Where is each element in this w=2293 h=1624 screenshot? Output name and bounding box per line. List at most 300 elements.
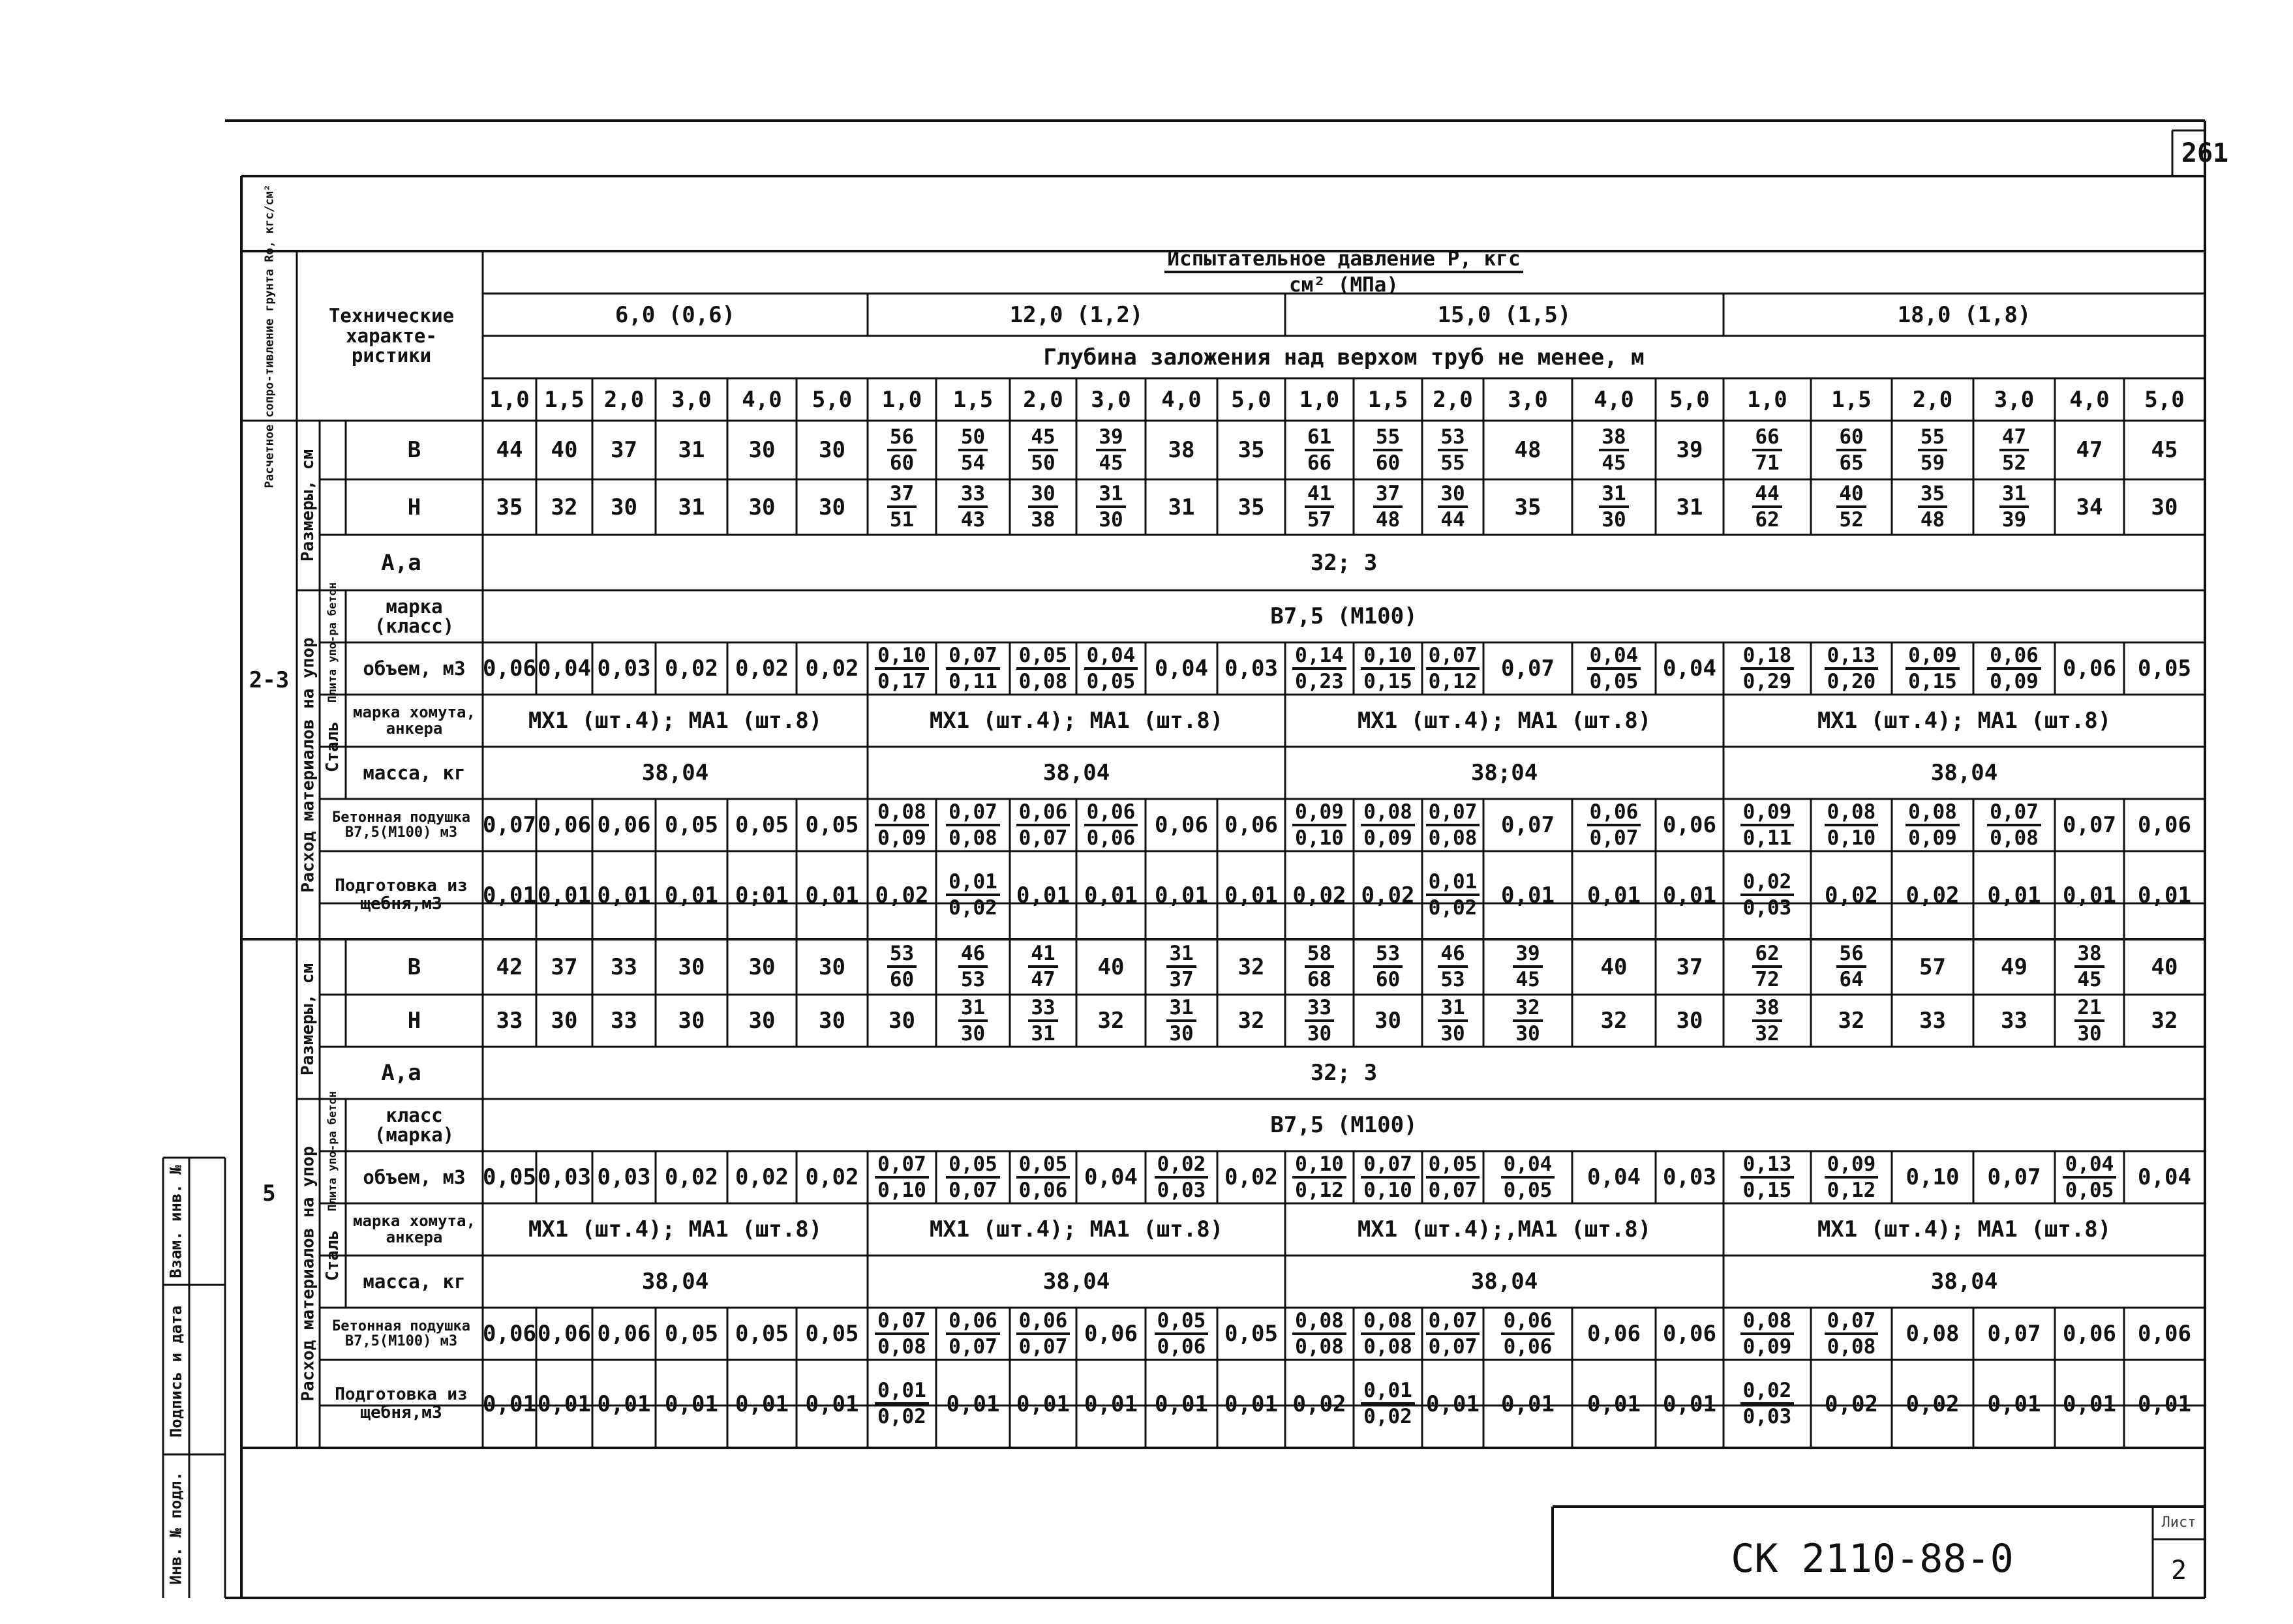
- value-cell-B: 57: [1919, 954, 1946, 980]
- value-cell-podgotovka: 0,01: [1016, 1391, 1070, 1417]
- vertical-label-text: Расчетное сопро-тивление грунта Rо, кгс/см²: [262, 184, 276, 488]
- vertical-label-text: Расход материалов на упор: [298, 1145, 318, 1402]
- fraction-numerator: 38: [1752, 998, 1782, 1022]
- value-cell-obem: 0,05: [483, 1164, 536, 1190]
- value-cell-B: 33: [611, 954, 637, 980]
- value-cell-H: 33: [1919, 1008, 1946, 1034]
- fraction-denominator: 0,15: [1742, 1178, 1792, 1202]
- value-cell-H: 32: [1600, 1008, 1628, 1034]
- value-cell-obem: 0,04: [1663, 655, 1716, 682]
- fraction-numerator: 0,01: [875, 1381, 929, 1405]
- value-cell-podgotovka: 0,01: [1663, 1391, 1716, 1417]
- fraction-numerator: 60: [1836, 427, 1866, 451]
- vertical-label-text: Размеры, см: [298, 449, 318, 562]
- value-cell-podgotovka: 0,01: [1155, 1391, 1208, 1417]
- value-cell-obem: 0,02: [1224, 1164, 1278, 1190]
- fraction-numerator: 31: [1599, 484, 1628, 508]
- fraction-numerator: 0,08: [1825, 802, 1879, 826]
- fraction-numerator: 31: [958, 998, 988, 1022]
- fraction-denominator: 0,09: [1363, 826, 1412, 850]
- value-cell-obem: 0,03: [1224, 655, 1278, 682]
- value-cell-obem: 0,02: [805, 1164, 859, 1190]
- fraction-numerator: 31: [1166, 944, 1196, 968]
- value-cell-H: 32: [2151, 1008, 2178, 1034]
- fraction-denominator: 0,05: [1086, 669, 1136, 693]
- fraction-denominator: 0,06: [1018, 1178, 1068, 1202]
- value-cell-podushka: 0,06: [483, 1321, 536, 1347]
- row-label-aa: А,а: [381, 1060, 421, 1086]
- fraction-numerator: 40: [1836, 484, 1866, 508]
- value-cell-podushka: 0,07: [1987, 1321, 2041, 1347]
- fraction-numerator: 0,01: [1426, 872, 1480, 896]
- value-cell-podgotovka: 0,01: [1663, 882, 1716, 909]
- value-cell-B: 30: [678, 954, 705, 980]
- fraction-numerator: 45: [1028, 427, 1057, 451]
- value-cell-H: 33: [2001, 1008, 2027, 1034]
- side-stamp-replaced: Взам. инв. №: [167, 1164, 186, 1278]
- fraction-numerator: 58: [1305, 944, 1334, 968]
- fraction-numerator: 0,10: [1292, 1154, 1346, 1179]
- value-cell-H: 34: [2076, 494, 2103, 520]
- fraction-numerator: 39: [1513, 944, 1542, 968]
- value-cell-obem: 0,04: [538, 655, 591, 682]
- value-cell-H: 35: [1514, 494, 1541, 520]
- value-cell-B: 40: [2151, 954, 2178, 980]
- fraction-denominator: 0,06: [1503, 1334, 1553, 1359]
- fraction-denominator: 0,03: [1742, 1405, 1792, 1428]
- fraction-denominator: 0,10: [1827, 826, 1876, 850]
- header-depth-value: 2,0: [1912, 386, 1953, 413]
- fraction-denominator: 59: [1920, 451, 1945, 475]
- fraction-numerator: 0,14: [1292, 646, 1346, 670]
- fraction-numerator: 56: [887, 427, 917, 451]
- fraction-numerator: 41: [1305, 484, 1334, 508]
- value-cell-podushka: 0,05: [805, 812, 859, 838]
- fraction-numerator: 0,02: [1155, 1154, 1209, 1179]
- fraction-denominator: 48: [1920, 508, 1945, 532]
- value-cell-obem: 0,03: [597, 655, 651, 682]
- header-depth-value: 1,0: [489, 386, 530, 413]
- fraction-numerator: 0,07: [1361, 1154, 1415, 1179]
- fraction-denominator: 0,09: [1742, 1334, 1792, 1359]
- value-aa-merged: 32; 3: [1310, 1060, 1378, 1086]
- header-depth-value: 2,0: [603, 386, 645, 413]
- row-label-volume: объем, м3: [363, 1165, 466, 1188]
- value-cell-podushka: 0,05: [665, 812, 718, 838]
- value-cell-obem: 0,10: [1906, 1164, 1960, 1190]
- fraction-denominator: 0,12: [1295, 1178, 1344, 1202]
- fraction-denominator: 50: [1031, 451, 1055, 475]
- fraction-numerator: 0,07: [946, 646, 1000, 670]
- fraction-denominator: 0,08: [949, 826, 997, 850]
- value-cell-podgotovka: 0,02: [1825, 1391, 1878, 1417]
- value-steel-mark: МХ1 (шт.4); МА1 (шт.8): [1357, 708, 1652, 734]
- fraction-numerator: 0,06: [1016, 1311, 1071, 1335]
- header-pressure-group: 18,0 (1,8): [1897, 301, 2031, 328]
- value-cell-H: 30: [1374, 1008, 1401, 1034]
- row-label-steel-mark: марка хомута, анкера: [353, 1211, 476, 1246]
- fraction-numerator: 21: [2074, 998, 2104, 1022]
- fraction-denominator: 38: [1031, 508, 1055, 532]
- fraction-denominator: 54: [960, 451, 986, 475]
- fraction-numerator: 38: [1599, 427, 1628, 451]
- fraction-numerator: 0,07: [1987, 802, 2041, 826]
- value-cell-podgotovka: 0,01: [1987, 1391, 2041, 1417]
- value-cell-obem: 0,02: [735, 1164, 789, 1190]
- value-cell-B: 47: [2076, 437, 2103, 463]
- fraction-denominator: 52: [1839, 508, 1864, 532]
- page-number: 261: [2181, 138, 2229, 168]
- value-cell-podgotovka: 0,01: [1501, 882, 1555, 909]
- value-cell-podgotovka: 0,02: [1825, 882, 1878, 909]
- value-cell-podgotovka: 0,01: [1587, 1391, 1641, 1417]
- value-cell-podushka: 0,06: [1084, 1321, 1138, 1347]
- fraction-denominator: 0,08: [877, 1334, 926, 1359]
- header-pressure-group: 15,0 (1,5): [1437, 301, 1572, 328]
- fraction-numerator: 53: [1438, 427, 1467, 451]
- value-cell-podushka: 0,06: [1663, 812, 1716, 838]
- fraction-denominator: 0,07: [949, 1334, 997, 1359]
- fraction-denominator: 30: [1515, 1021, 1540, 1045]
- fraction-denominator: 0,02: [1428, 896, 1478, 920]
- value-cell-podushka: 0,08: [1906, 1321, 1960, 1347]
- fraction-denominator: 0,10: [1295, 826, 1344, 850]
- value-cell-podgotovka: 0,01: [2063, 1391, 2116, 1417]
- value-cell-obem: 0,03: [597, 1164, 651, 1190]
- fraction-numerator: 0,04: [1084, 646, 1138, 670]
- value-cell-H: 31: [1676, 494, 1703, 520]
- fraction-numerator: 53: [1373, 944, 1403, 968]
- value-cell-podgotovka: 0,02: [1906, 1391, 1960, 1417]
- fraction-denominator: 0,03: [1742, 896, 1792, 920]
- row-label-steel-mark: марка хомута, анкера: [353, 702, 476, 738]
- fraction-denominator: 30: [1099, 508, 1123, 532]
- fraction-numerator: 0,06: [946, 1311, 1000, 1335]
- value-steel-mass: 38,04: [1930, 760, 1998, 786]
- value-cell-podgotovka: 0,01: [2138, 882, 2191, 909]
- fraction-denominator: 62: [1755, 508, 1780, 532]
- value-cell-podgotovka: 0,02: [1292, 882, 1346, 909]
- value-steel-mark: МХ1 (шт.4); МА1 (шт.8): [1817, 1216, 2112, 1242]
- value-cell-podushka: 0,05: [735, 812, 789, 838]
- value-cell-podushka: 0,07: [483, 812, 536, 838]
- fraction-denominator: 0,07: [1428, 1334, 1478, 1359]
- fraction-denominator: 53: [960, 968, 986, 991]
- fraction-numerator: 0,05: [1016, 1154, 1071, 1179]
- value-cell-podushka: 0,05: [735, 1321, 789, 1347]
- header-depth-value: 1,0: [1299, 386, 1340, 413]
- fraction-numerator: 0,07: [1426, 802, 1480, 826]
- fraction-numerator: 0,09: [1906, 646, 1960, 670]
- fraction-denominator: 0,02: [877, 1405, 926, 1428]
- fraction-denominator: 30: [1307, 1021, 1332, 1045]
- fraction-numerator: 0,06: [1987, 646, 2041, 670]
- value-cell-podushka: 0,06: [597, 1321, 651, 1347]
- value-cell-podushka: 0,06: [1224, 812, 1278, 838]
- row-label-gravel: Подготовка из щебня,м3: [335, 876, 468, 914]
- value-cell-B: 44: [496, 437, 523, 463]
- value-cell-obem: 0,07: [1501, 655, 1555, 682]
- value-cell-podgotovka: 0;01: [735, 882, 789, 909]
- value-cell-podushka: 0,05: [1224, 1321, 1278, 1347]
- fraction-denominator: 47: [1031, 968, 1055, 991]
- fraction-denominator: 71: [1755, 451, 1780, 475]
- fraction-numerator: 0,13: [1740, 1154, 1795, 1179]
- row-label-concrete-mark: марка (класс): [374, 595, 455, 637]
- side-stamp-inventory: Инв. № подл.: [167, 1471, 186, 1585]
- value-cell-podushka: 0,05: [805, 1321, 859, 1347]
- fraction-numerator: 39: [1096, 427, 1125, 451]
- value-cell-podgotovka: 0,01: [597, 882, 651, 909]
- fraction-denominator: 60: [1375, 451, 1401, 475]
- fraction-denominator: 0,08: [1428, 826, 1478, 850]
- fraction-numerator: 0,04: [2063, 1154, 2117, 1179]
- fraction-numerator: 30: [1028, 484, 1057, 508]
- fraction-denominator: 45: [1099, 451, 1123, 475]
- fraction-denominator: 30: [960, 1021, 986, 1045]
- value-steel-mass: 38,04: [1470, 1269, 1538, 1295]
- fraction-denominator: 31: [1031, 1021, 1055, 1045]
- fraction-numerator: 66: [1752, 427, 1782, 451]
- header-depth-value: 3,0: [1994, 386, 2035, 413]
- fraction-numerator: 0,01: [1361, 1381, 1415, 1405]
- value-cell-H: 32: [551, 494, 578, 520]
- fraction-numerator: 55: [1373, 427, 1403, 451]
- value-cell-obem: 0,02: [665, 1164, 718, 1190]
- header-depth-value: 1,5: [1367, 386, 1408, 413]
- fraction-denominator: 0,08: [1990, 826, 2039, 850]
- value-cell-obem: 0,04: [1587, 1164, 1641, 1190]
- value-cell-B: 30: [819, 437, 845, 463]
- fraction-numerator: 0,06: [1587, 802, 1641, 826]
- value-cell-podgotovka: 0,02: [875, 882, 929, 909]
- value-cell-podgotovka: 0,01: [1016, 882, 1070, 909]
- header-depth-value: 5,0: [812, 386, 853, 413]
- row-label-b: В: [407, 954, 421, 980]
- value-steel-mass: 38,04: [1042, 760, 1110, 786]
- fraction-denominator: 60: [889, 968, 915, 991]
- fraction-denominator: 0,05: [1503, 1178, 1553, 1202]
- fraction-numerator: 44: [1752, 484, 1782, 508]
- fraction-numerator: 0,04: [1587, 646, 1641, 670]
- fraction-denominator: 37: [1169, 968, 1194, 991]
- fraction-denominator: 51: [889, 508, 915, 532]
- value-cell-obem: 0,03: [1663, 1164, 1716, 1190]
- value-cell-podgotovka: 0,01: [1987, 882, 2041, 909]
- header-pressure-group: 12,0 (1,2): [1009, 301, 1144, 328]
- fraction-numerator: 32: [1513, 998, 1542, 1022]
- fraction-denominator: 45: [2077, 968, 2102, 991]
- header-depth-value: 3,0: [671, 386, 712, 413]
- value-cell-podgotovka: 0,01: [483, 882, 536, 909]
- value-steel-mark: МХ1 (шт.4); МА1 (шт.8): [528, 1216, 823, 1242]
- fraction-numerator: 37: [887, 484, 917, 508]
- header-pressure-group: 6,0 (0,6): [615, 301, 736, 328]
- fraction-denominator: 0,08: [1018, 669, 1068, 693]
- fraction-denominator: 0,10: [1363, 1178, 1412, 1202]
- value-cell-B: 32: [1238, 954, 1265, 980]
- fraction-denominator: 66: [1307, 451, 1332, 475]
- value-cell-obem: 0,04: [2138, 1164, 2191, 1190]
- value-cell-H: 30: [1676, 1008, 1703, 1034]
- value-cell-podushka: 0,06: [2063, 1321, 2116, 1347]
- value-cell-H: 35: [496, 494, 523, 520]
- fraction-denominator: 48: [1375, 508, 1401, 532]
- value-cell-B: 49: [2001, 954, 2027, 980]
- value-cell-podushka: 0,05: [665, 1321, 718, 1347]
- fraction-numerator: 0,09: [1292, 802, 1346, 826]
- fraction-numerator: 0,04: [1501, 1154, 1555, 1179]
- value-cell-B: 39: [1676, 437, 1703, 463]
- fraction-numerator: 31: [1166, 998, 1196, 1022]
- value-steel-mass: 38,04: [1930, 1269, 1998, 1295]
- value-cell-podushka: 0,06: [538, 1321, 591, 1347]
- fraction-numerator: 0,08: [1361, 1311, 1415, 1335]
- row-label-concrete-cushion: Бетонная подушка В7,5(М100) м3: [332, 1317, 470, 1349]
- fraction-numerator: 0,02: [1740, 1381, 1795, 1405]
- fraction-denominator: 45: [1515, 968, 1540, 991]
- header-depth-value: 4,0: [2069, 386, 2110, 413]
- value-cell-obem: 0,06: [2063, 655, 2116, 682]
- fraction-denominator: 53: [1440, 968, 1465, 991]
- fraction-denominator: 72: [1755, 968, 1780, 991]
- value-cell-podgotovka: 0,01: [1501, 1391, 1555, 1417]
- header-characteristics-label: Технические характе-ристики: [328, 305, 455, 367]
- row-label-b: В: [407, 437, 421, 463]
- fraction-numerator: 53: [887, 944, 917, 968]
- value-cell-obem: 0,06: [483, 655, 536, 682]
- value-cell-B: 31: [678, 437, 705, 463]
- value-cell-podgotovka: 0,01: [2063, 882, 2116, 909]
- fraction-numerator: 56: [1836, 944, 1866, 968]
- value-cell-podgotovka: 0,01: [2138, 1391, 2191, 1417]
- fraction-denominator: 44: [1440, 508, 1465, 532]
- fraction-numerator: 0,09: [1740, 802, 1795, 826]
- header-depth-value: 3,0: [1508, 386, 1548, 413]
- fraction-numerator: 0,05: [1016, 646, 1071, 670]
- fraction-denominator: 30: [1169, 1021, 1194, 1045]
- fraction-denominator: 30: [2077, 1021, 2102, 1045]
- header-depth-value: 5,0: [1231, 386, 1271, 413]
- fraction-denominator: 64: [1839, 968, 1864, 991]
- row-label-steel-mass: масса, кг: [363, 761, 466, 784]
- value-steel-mark: МХ1 (шт.4);,МА1 (шт.8): [1357, 1216, 1652, 1242]
- fraction-denominator: 0,05: [2065, 1178, 2114, 1202]
- sheet-number: 2: [2170, 1555, 2187, 1586]
- row-label-aa: А,а: [381, 549, 421, 576]
- value-cell-B: 30: [819, 954, 845, 980]
- fraction-denominator: 0,07: [1428, 1178, 1478, 1202]
- value-cell-obem: 0,02: [805, 655, 859, 682]
- value-cell-B: 38: [1168, 437, 1195, 463]
- fraction-numerator: 0,01: [946, 872, 1000, 896]
- fraction-numerator: 38: [2074, 944, 2104, 968]
- value-concrete-class-merged: В7,5 (М100): [1270, 603, 1418, 629]
- fraction-numerator: 0,07: [875, 1154, 929, 1179]
- value-cell-B: 42: [496, 954, 523, 980]
- value-steel-mass: 38,04: [641, 760, 709, 786]
- value-cell-B: 48: [1514, 437, 1541, 463]
- fraction-numerator: 0,08: [1740, 1311, 1795, 1335]
- fraction-numerator: 0,08: [1361, 802, 1415, 826]
- fraction-denominator: 0,23: [1295, 669, 1344, 693]
- fraction-denominator: 0,29: [1742, 669, 1792, 693]
- row-label-h: Н: [407, 1008, 421, 1034]
- header-depth-value: 4,0: [742, 386, 782, 413]
- value-cell-H: 30: [888, 1008, 915, 1034]
- vertical-label-text: Расход материалов на упор: [298, 637, 318, 893]
- row-label-h: Н: [407, 494, 421, 520]
- fraction-numerator: 0,10: [1361, 646, 1415, 670]
- value-cell-B: 37: [611, 437, 637, 463]
- fraction-numerator: 33: [1305, 998, 1334, 1022]
- header-depth-value: 4,0: [1161, 386, 1202, 413]
- fraction-numerator: 33: [958, 484, 988, 508]
- fraction-denominator: см² (МПа): [1289, 273, 1399, 297]
- header-depth-value: 4,0: [1594, 386, 1634, 413]
- fraction-numerator: Испытательное давление Р, кгс: [1164, 249, 1523, 273]
- header-depth-value: 1,5: [544, 386, 585, 413]
- value-cell-podgotovka: 0,01: [665, 882, 718, 909]
- value-aa-merged: 32; 3: [1310, 549, 1378, 576]
- value-cell-podushka: 0,06: [2138, 812, 2191, 838]
- value-cell-H: 33: [496, 1008, 523, 1034]
- value-steel-mass: 38,04: [641, 1269, 709, 1295]
- value-cell-podushka: 0,06: [1587, 1321, 1641, 1347]
- fraction-denominator: 0,11: [949, 669, 997, 693]
- fraction-denominator: 0,08: [1295, 1334, 1344, 1359]
- fraction-numerator: 0,08: [1292, 1311, 1346, 1335]
- value-cell-podushka: 0,06: [538, 812, 591, 838]
- fraction-numerator: 31: [1999, 484, 2029, 508]
- fraction-numerator: 0,07: [1426, 1311, 1480, 1335]
- fraction-numerator: 0,07: [1825, 1311, 1879, 1335]
- value-cell-podushka: 0,06: [597, 812, 651, 838]
- fraction-numerator: 33: [1028, 998, 1057, 1022]
- fraction-numerator: 47: [1999, 427, 2029, 451]
- fraction-denominator: 0,15: [1908, 669, 1957, 693]
- value-cell-podgotovka: 0,01: [1084, 882, 1138, 909]
- value-cell-podushka: 0,06: [1155, 812, 1208, 838]
- fraction-denominator: 0,05: [1589, 669, 1639, 693]
- value-cell-podgotovka: 0,01: [483, 1391, 536, 1417]
- header-depth-value: 1,5: [1831, 386, 1872, 413]
- fraction-numerator: 46: [1438, 944, 1467, 968]
- row-label-concrete-mark: класс (марка): [374, 1104, 455, 1146]
- value-cell-obem: 0,04: [1155, 655, 1208, 682]
- value-cell-H: 32: [1838, 1008, 1865, 1034]
- value-cell-obem: 0,07: [1987, 1164, 2041, 1190]
- fraction-numerator: 0,05: [1426, 1154, 1480, 1179]
- value-cell-podgotovka: 0,01: [1084, 1391, 1138, 1417]
- value-cell-podgotovka: 0,01: [1587, 882, 1641, 909]
- fraction-numerator: 0,18: [1740, 646, 1795, 670]
- fraction-numerator: 0,08: [875, 802, 929, 826]
- header-depth-value: 1,0: [881, 386, 922, 413]
- value-cell-podushka: 0,06: [1663, 1321, 1716, 1347]
- value-cell-H: 33: [611, 1008, 637, 1034]
- value-cell-H: 30: [819, 494, 845, 520]
- fraction-denominator: 43: [960, 508, 986, 532]
- fraction-denominator: 55: [1440, 451, 1465, 475]
- fraction-denominator: 0,07: [1018, 826, 1068, 850]
- header-depth-value: 3,0: [1091, 386, 1131, 413]
- fraction-denominator: 52: [2001, 451, 2027, 475]
- fraction-numerator: 55: [1918, 427, 1947, 451]
- value-cell-H: 30: [748, 1008, 776, 1034]
- header-depth-subtitle: Глубина заложения над верхом труб не менее, м: [1043, 344, 1645, 370]
- fraction-denominator: 0,09: [877, 826, 926, 850]
